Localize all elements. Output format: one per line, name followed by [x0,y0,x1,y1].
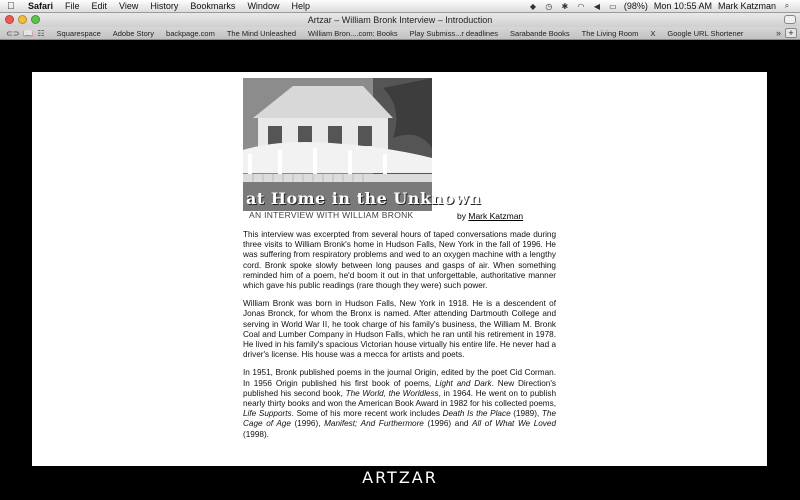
paragraph-2: William Bronk was born in Hudson Falls, New York in 1918. He is a descendent of Jonas Bronck, for whom the Bronx is named. After attending Dartmouth College and serving in World War II, he took charge of his family's business, the William M. Bronk Coal and Lumber Company in Hudson Falls, which he ran until his retirement in 1978. He lived in his family's spacious Victorian house virtually his entire life. He never had a driver's license. His house was a mecca for artists and poets. [243,299,556,360]
volume-icon[interactable]: ◀ [593,1,600,11]
hero-subtitle: AN INTERVIEW WITH WILLIAM BRONK [249,210,414,220]
menu-help[interactable]: Help [291,1,310,11]
new-tab-button[interactable]: + [785,28,797,38]
zoom-window-button[interactable] [31,15,40,24]
window-title-bar [0,13,800,27]
text-run: (1989), [510,409,542,419]
apple-menu-icon[interactable] [0,1,22,12]
window-controls [5,15,40,24]
text-run: , in 1964. He went on to publish nearly thirty books and won the American Book Award in 1982 for his collected poems, [243,388,556,409]
chevron-right-icon[interactable]: » [775,28,781,38]
top-sites-icon[interactable]: ☷ [37,28,45,38]
bookmark-item[interactable]: The Mind Unleashed [226,28,297,38]
book-title: Manifest; And Furthermore [324,419,424,429]
book-title: Life Supports [243,409,292,419]
toolbar-toggle-button[interactable] [784,15,796,24]
minimize-window-button[interactable] [18,15,27,24]
battery-percent: (98%) [623,1,648,11]
text-run: (1996), [290,419,325,429]
book-title: All of What We Loved [472,419,556,429]
author-link[interactable]: Mark Katzman [468,211,524,221]
bookmark-item[interactable]: William Bron....com: Books [308,28,398,38]
text-run: In 1951, Bronk published poems in the journal Origin, edited by the poet Cid Corman. In 1956 Origin published his first book of poems, [243,368,556,388]
menu-edit[interactable]: Edit [91,1,108,11]
byline [457,211,523,221]
paragraph-3 [243,368,556,439]
hero-title: at Home in the Unknown [246,189,482,208]
hero-image [243,78,482,211]
bookmark-item[interactable]: Squarespace [56,28,101,38]
menu-file[interactable]: File [65,1,80,11]
bookmark-item[interactable]: Adobe Story [112,28,155,38]
menu-clock[interactable]: Mon 10:55 AM [653,1,712,11]
reading-list-icon[interactable]: ⊂⊃ [6,28,20,38]
bookmarks-overflow [776,28,800,38]
menu-history[interactable]: History [150,1,179,11]
menu-window[interactable]: Window [247,1,280,11]
text-run: (1996) and [423,419,473,429]
bookmark-item[interactable]: backpage.com [166,28,215,38]
wifi-icon[interactable]: ◠ [577,1,585,11]
text-run: . Some of his more recent work includes [291,409,443,419]
spotlight-search-icon[interactable]: ⌕ [784,1,790,10]
paragraph-1: This interview was excerpted from several hours of taped conversations made during three visits to William Bronk's home in Hudson Falls, New York in the fall of 1996. He was suffering from respiratory problems and wed to an oxygen machine with a lengthy cord. Bronk spoke slowly between long pauses and gasps of air. When something reminded him of a poem, he'd boom it out in that unforgettable, authoritative manner which gave his public readings (rare though they were) such power. [243,230,556,291]
bookmark-item[interactable]: The Living Room [581,28,639,38]
menu-user[interactable]: Mark Katzman [717,1,776,11]
menu-bookmarks[interactable]: Bookmarks [190,1,236,11]
status-area [528,1,800,11]
menu-view[interactable]: View [119,1,139,11]
book-title: The Cage of Age [243,409,556,429]
text-run: (1998). [243,429,269,439]
close-window-button[interactable] [5,15,14,24]
dropbox-icon[interactable]: ◆ [529,1,536,11]
bookmarks-tools [0,29,51,38]
artzar-logo[interactable]: ARTZAR [362,468,438,487]
bookmark-item[interactable]: X [650,28,656,38]
time-machine-icon[interactable]: ◷ [545,1,553,11]
menu-bar [0,0,800,13]
article-body [243,230,556,448]
bookmarks-bar [0,27,800,40]
book-title: Death Is the Place [442,409,511,419]
book-title: The World, the Worldless [345,388,439,398]
book-title: Light and Dark [435,378,492,388]
web-page [32,72,767,466]
bookmark-item[interactable]: Google URL Shortener [667,28,744,38]
text-run: . New Direction's published his second book, [243,378,556,398]
bookmark-item[interactable]: Sarabande Books [510,28,570,38]
bookmarks-book-icon[interactable]: 📖 [23,28,34,38]
window-title: Artzar – William Bronk Interview – Introduction [307,15,493,25]
bluetooth-icon[interactable]: ✱ [561,1,569,11]
byline-by: by [457,211,466,221]
bookmark-item[interactable]: Play Submiss...r deadlines [409,28,499,38]
battery-icon[interactable]: ▭ [609,1,617,11]
menu-app-safari[interactable]: Safari [28,1,54,11]
